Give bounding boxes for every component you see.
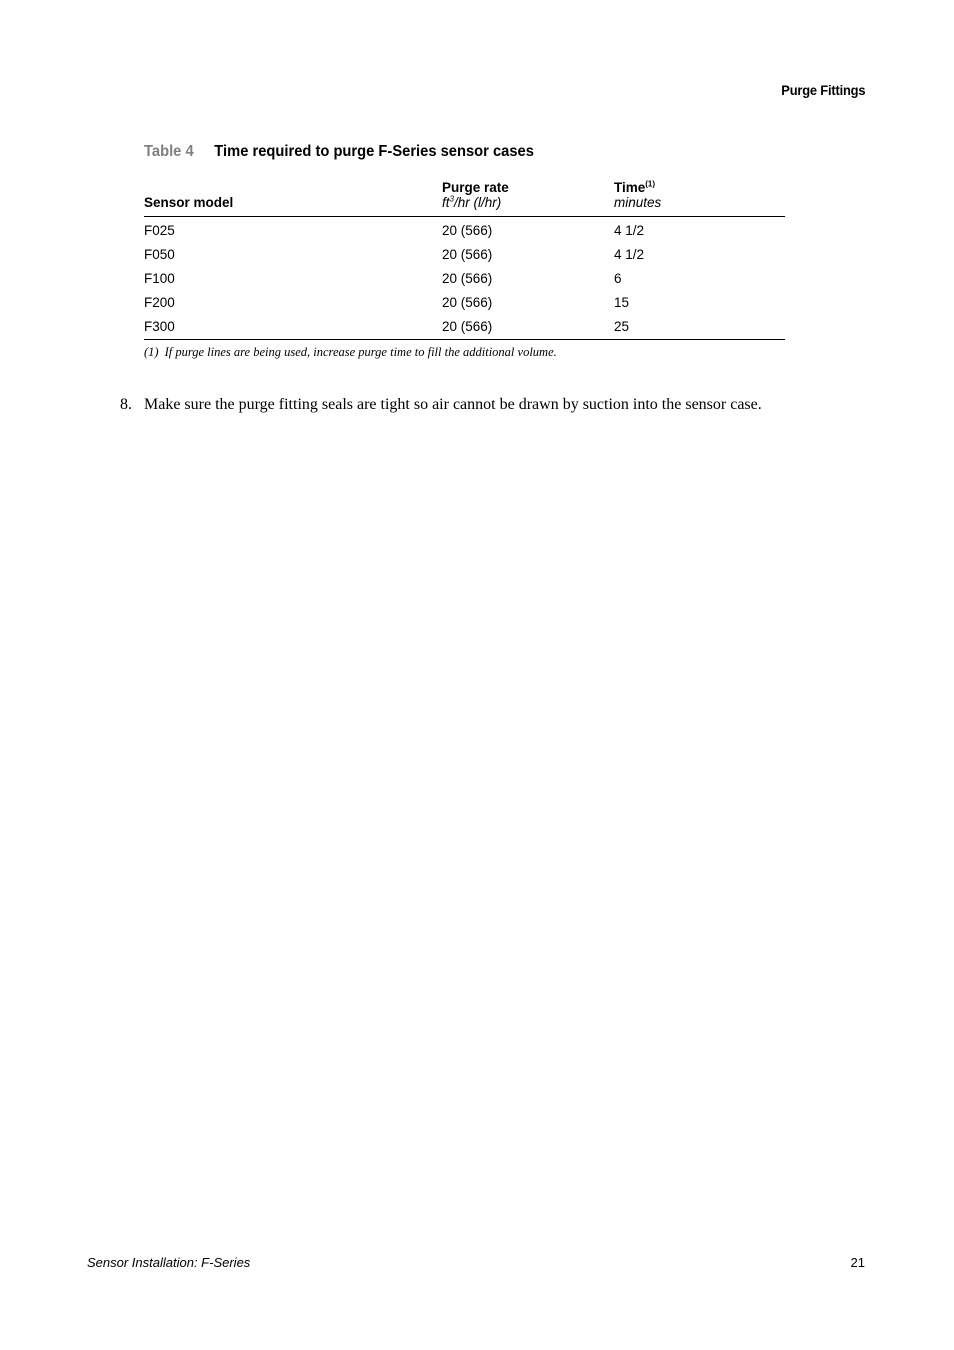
header-sensor-model [144,195,233,210]
header-time-label: Time$^{(1)}$ [614,179,656,195]
footnote-mark: (1) [144,345,159,359]
step-text: Make sure the purge fitting seals are tight so air cannot be drawn by suction into the sensor case. [144,396,762,413]
header-time [614,180,661,210]
cell-purge-rate: 20 (566) [442,271,493,286]
header-purge-rate-unit: $ft^3/hr$ (l/hr) [442,194,502,210]
cell-time: 25 [614,319,630,334]
cell-purge-rate: 20 (566) [442,319,493,334]
purge-time-table [144,178,785,340]
table-row [144,219,785,243]
cell-sensor-model: F300 [144,319,175,334]
header-sensor-model-label: Sensor model [144,195,234,210]
table-row [144,315,785,339]
footer-page-number: 21 [850,1255,865,1270]
cell-time: 6 [614,271,622,286]
cell-sensor-model: F200 [144,295,175,310]
header-purge-rate [442,180,509,210]
cell-time: 15 [614,295,630,310]
table-header-row [144,178,785,217]
table-row [144,291,785,315]
cell-sensor-model: F025 [144,223,175,238]
cell-purge-rate: 20 (566) [442,223,493,238]
header-purge-rate-label: Purge rate [442,180,509,195]
table-caption-title: Time required to purge F-Series sensor cases [214,143,534,160]
cell-time: 4 1/2 [614,247,645,262]
table-caption [144,143,534,161]
step-number: 8. [120,396,132,413]
table-body [144,217,785,340]
footer-document-title: Sensor Installation: F-Series [87,1255,251,1270]
procedure-step [120,396,762,414]
cell-purge-rate: 20 (566) [442,247,493,262]
header-time-unit: minutes [614,195,662,210]
table-row [144,267,785,291]
cell-sensor-model: F050 [144,247,175,262]
footnote-text: If purge lines are being used, increase purge time to fill the additional volume. [164,345,557,359]
running-header: Purge Fittings [780,82,865,98]
table-row [144,243,785,267]
table-caption-number: Table 4 [144,143,194,160]
cell-time: 4 1/2 [614,223,645,238]
table-footnote [144,345,557,360]
footnote-ref: (1) [645,179,656,189]
cell-sensor-model: F100 [144,271,175,286]
cell-purge-rate: 20 (566) [442,295,493,310]
